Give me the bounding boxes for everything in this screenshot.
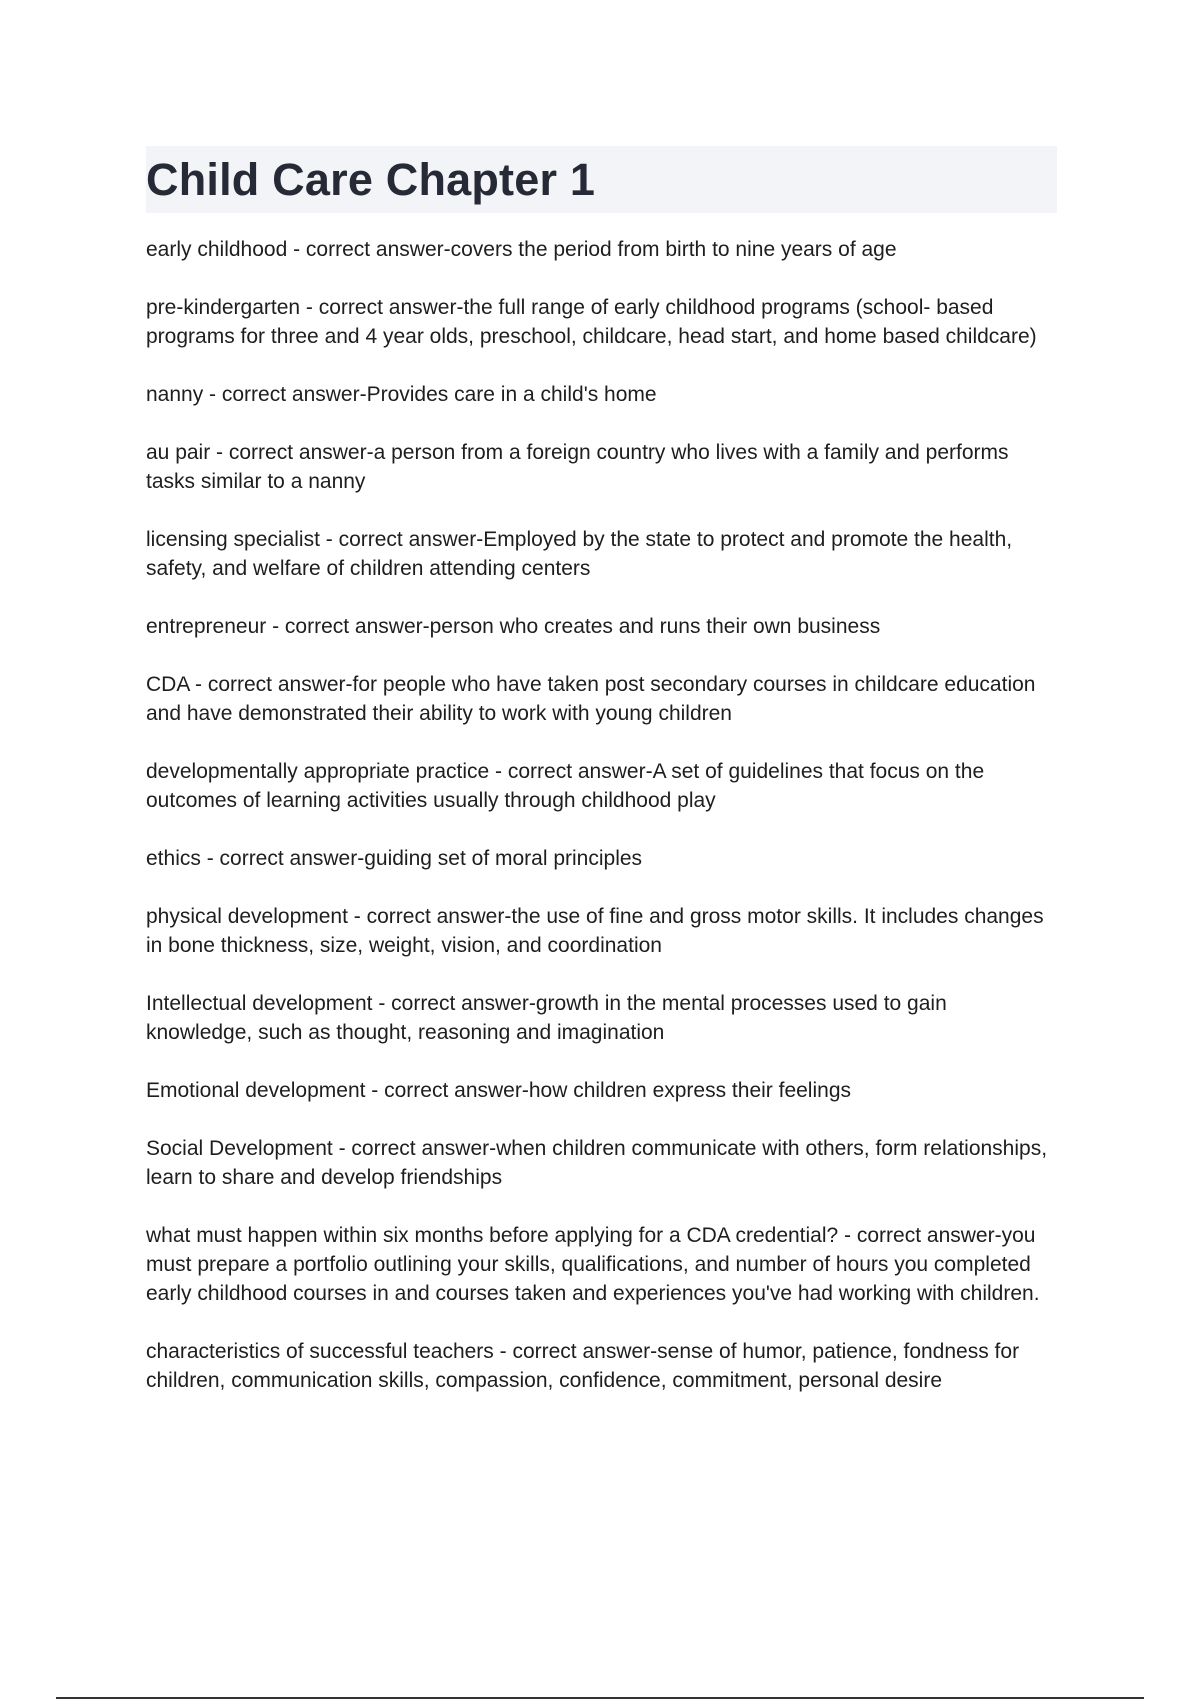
flashcard-entry: Emotional development - correct answer-how children express their feelings: [146, 1079, 851, 1102]
flashcard-entry: CDA - correct answer-for people who have taken post secondary courses in childcare education and have demonstrated their ability to work with young children: [146, 673, 1036, 725]
flashcard-entry: au pair - correct answer-a person from a foreign country who lives with a family and performs tasks similar to a nanny: [146, 441, 1009, 493]
flashcard-entry: nanny - correct answer-Provides care in a child's home: [146, 383, 657, 406]
page-title: Child Care Chapter 1: [146, 154, 596, 205]
flashcard-list: [146, 235, 1057, 1395]
flashcard-entry: pre-kindergarten - correct answer-the full range of early childhood programs (school- based programs for three and 4 year olds, preschool, childcare, head start, and home based childcare): [146, 296, 1037, 348]
flashcard-entry: Intellectual development - correct answer-growth in the mental processes used to gain knowledge, such as thought, reasoning and imagination: [146, 992, 947, 1044]
flashcard-entry: licensing specialist - correct answer-Employed by the state to protect and promote the health, safety, and welfare of children attending centers: [146, 528, 1013, 580]
flashcard-entry: ethics - correct answer-guiding set of moral principles: [146, 847, 643, 870]
flashcard-entry: Social Development - correct answer-when children communicate with others, form relationships, learn to share and develop friendships: [146, 1137, 1048, 1189]
footer-divider: [56, 1697, 1144, 1699]
flashcard-entry: physical development - correct answer-the use of fine and gross motor skills. It includes changes in bone thickness, size, weight, vision, and coordination: [146, 905, 1044, 957]
flashcard-entry: entrepreneur - correct answer-person who creates and runs their own business: [146, 615, 881, 638]
flashcard-entry: developmentally appropriate practice - correct answer-A set of guidelines that focus on the outcomes of learning activities usually through childhood play: [146, 760, 985, 812]
document-page: [146, 146, 1057, 1424]
flashcard-entry: characteristics of successful teachers - correct answer-sense of humor, patience, fondness for children, communication skills, compassion, confidence, commitment, personal desire: [146, 1340, 1020, 1392]
flashcard-entry: early childhood - correct answer-covers the period from birth to nine years of age: [146, 238, 897, 261]
flashcard-entry: what must happen within six months before applying for a CDA credential? - correct answer-you must prepare a portfolio outlining your skills, qualifications, and number of hours you completed early childhood courses in and courses taken and experiences you've had working with children.: [146, 1224, 1040, 1305]
title-banner: [146, 146, 1057, 213]
